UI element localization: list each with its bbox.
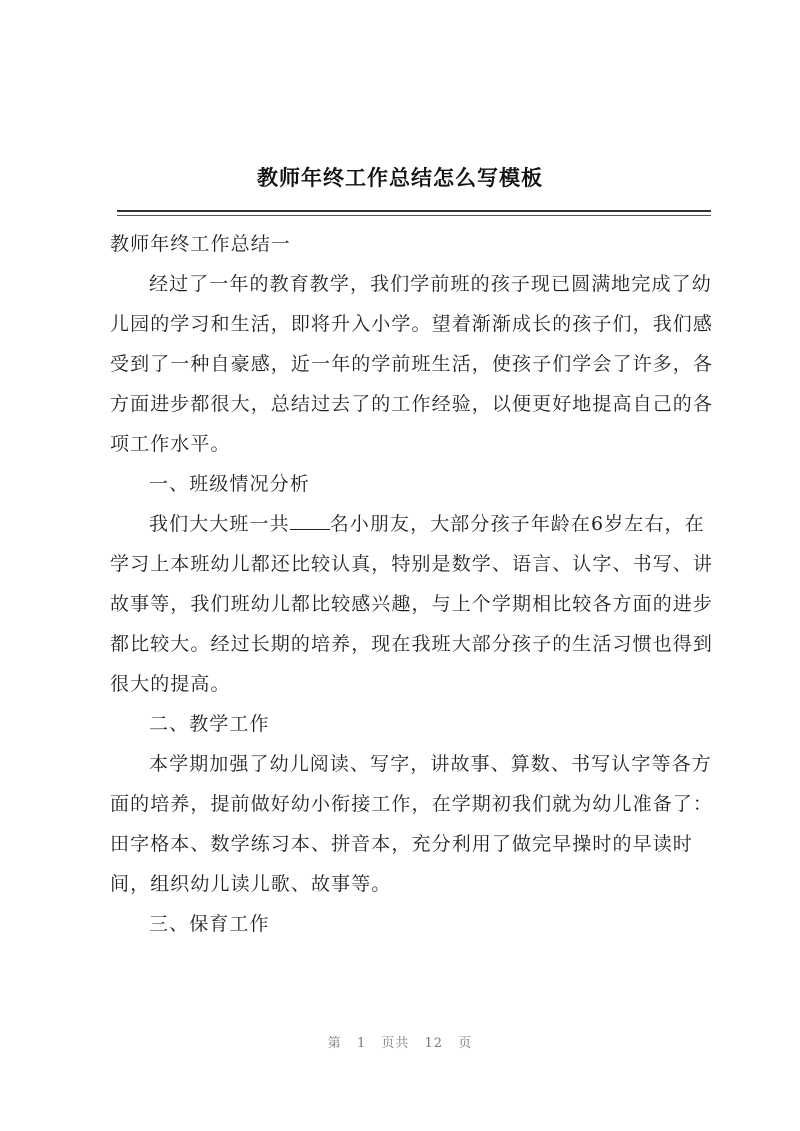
document-body — [110, 224, 715, 944]
paragraph-class-analysis — [110, 504, 715, 704]
heading-care-work: 三、保育工作 — [149, 913, 270, 935]
title-divider — [117, 210, 711, 212]
paragraph-class-analysis-rest: 名小朋友，大部分孩子年龄在6岁左右，在学习上本班幼儿都还比较认真，特别是数学、语言、认字、书写、讲故事等，我们班幼儿都比较感兴趣，与上个学期相比较各方面的进步都比较大。经过长期的培养，现在我班大部分孩子的生活习惯也得到很大的提高。 — [110, 513, 714, 695]
page-footer — [0, 1032, 800, 1051]
title-divider-thin — [117, 215, 711, 216]
page-title: 教师年终工作总结怎么写模板 — [257, 165, 543, 190]
footer-prefix: 第 — [327, 1036, 342, 1051]
section-heading: 教师年终工作总结一 — [110, 233, 291, 255]
footer-page-total: 12 — [424, 1036, 444, 1051]
intro-paragraph: 经过了一年的教育教学，我们学前班的孩子现已圆满地完成了幼儿园的学习和生活，即将升入小学。望着渐渐成长的孩子们，我们感受到了一种自豪感，近一年的学前班生活，使孩子们学会了许多，各方面进步都很大，总结过去了的工作经验，以便更好地提高自己的各项工作水平。 — [110, 273, 714, 455]
footer-suffix: 页 — [458, 1036, 473, 1051]
paragraph-class-analysis-start: 我们大大班一共 — [149, 513, 290, 535]
fill-in-blank — [290, 513, 330, 530]
paragraph-teaching-work: 本学期加强了幼儿阅读、写字，讲故事、算数、书写认字等各方面的培养，提前做好幼小衔接工作，在学期初我们就为幼儿准备了：田字格本、数学练习本、拼音本，充分利用了做完早操时的早读时间，组织幼儿读儿歌、故事等。 — [110, 753, 714, 895]
footer-page-number: 1 — [356, 1036, 367, 1051]
heading-teaching-work: 二、教学工作 — [149, 713, 270, 735]
footer-middle: 页共 — [381, 1036, 410, 1051]
heading-class-analysis: 一、班级情况分析 — [149, 473, 310, 495]
